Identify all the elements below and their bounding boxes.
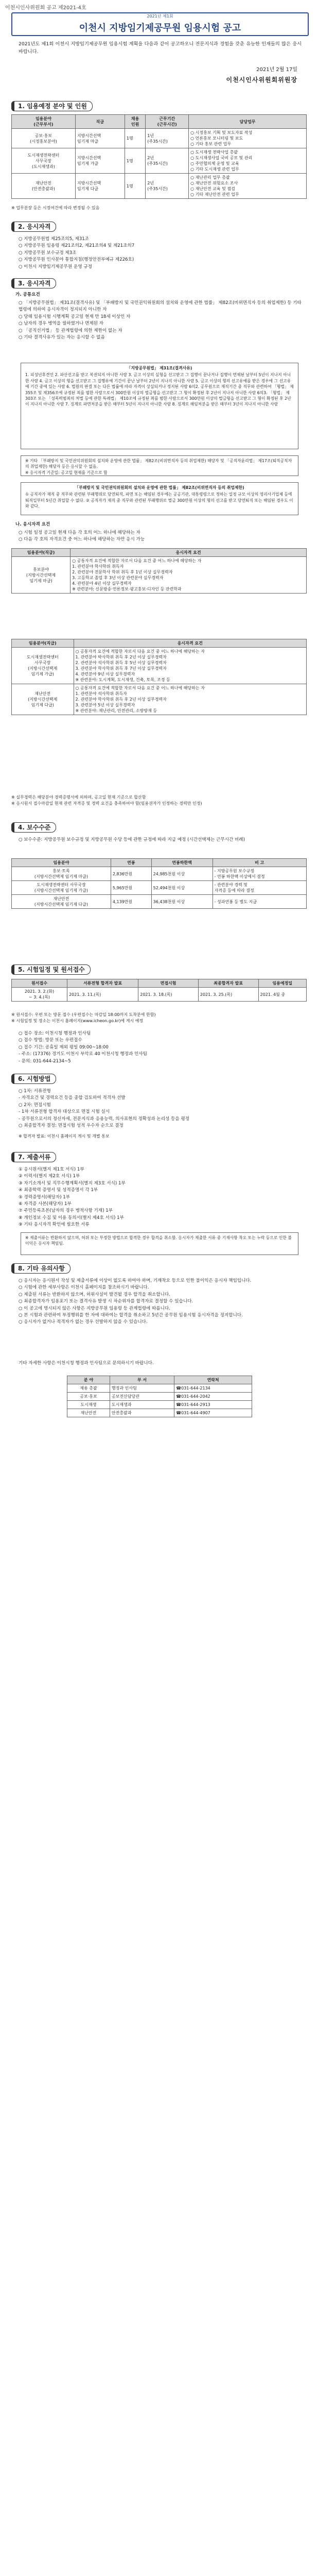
banner-subtitle: 2021년 제1회	[147, 14, 173, 19]
qualification-list	[19, 300, 307, 341]
table-row	[12, 988, 307, 1002]
table1-cell: 2년 (주35시간)	[146, 174, 189, 199]
section-2-header: 2. 응시자격	[11, 222, 56, 232]
note-line: ※ 실무경력은 해당분야 경력증명서에 의하며, 공고일 현재 기준으로 합산함	[11, 795, 146, 800]
table4-cell: 36,438천원 이상	[151, 895, 213, 909]
qualification-title: 가. 공통요건	[15, 292, 40, 297]
table1-cell: ○ 재난관리 업무 총괄 ○ 재난안전 위험요소 조사 ○ 재난안전 교육 및 점검 ○ 기타 재난안전 관련 업무	[189, 174, 307, 199]
caution-item: ○ 본 시험과 관련하여 부정행위를 한 자에 대하여는 합격을 취소하고 5년간 공무원 임용시험 응시자격을 정지합니다.	[19, 1313, 243, 1318]
table5-header-2: 면접시험	[138, 979, 199, 988]
table1-cell: 1년 (주35시간)	[146, 129, 189, 148]
exam-method-list	[19, 1088, 307, 1129]
contact-cell: ☎031-644-4907	[174, 1409, 252, 1417]
intro-paragraph: 2021년도 제1회 이천시 지방임기제공무원 임용시험 계획을 다음과 같이 공고하오니 전문지식과 경험을 갖춘 유능한 인재들의 많은 응시 바랍니다.	[19, 41, 302, 55]
section-8-header: 8. 기타 유의사항	[11, 1263, 70, 1274]
info-line: - 주소: (17376) 경기도 이천시 부악로 40 이천시청 행정과 인사팀	[19, 1052, 147, 1057]
table-row	[12, 129, 307, 148]
table4-cell: 5,965만원	[111, 881, 151, 895]
contact-cell: ☎031-644-2042	[174, 1393, 252, 1401]
table4-cell: 홍보·토목 (지방시간선택제 임기제 마급)	[12, 867, 111, 881]
section-4-header: 4. 보수수준	[11, 822, 56, 833]
table5-header-1: 서류전형 합격자 발표	[67, 979, 138, 988]
salary-table	[11, 858, 307, 909]
document-item: ⑦ 주민등록초본(남자의 경우 병적사항 기재) 1부	[19, 1208, 113, 1214]
table3-cell: ○ 공통자격 요건에 적합한 자로서 다음 요건 중 어느 하나에 해당하는 자 1. 관련분야 박사학위 취득 후 2년 이상 실무경력자 2. 관련분야 석사학위 취득 후 5년 이상 실무경력자 3. 관련분야 학사학위 취득 후 7년 이상 실무경력자 4. 관련분야 9년 이상 실무경력자 ※ 관련분야: 도시계획, 도시재생, 건축, 토목, 조경 등	[74, 648, 306, 684]
exam-item: ○ 2차: 면접시험	[19, 1102, 51, 1108]
qualification-item: ○ 남자의 경우 병역을 필하였거나 면제된 자	[19, 321, 104, 327]
table2-cell: ○ 공통자격 요건에 적합한 자로서 다음 요건 중 어느 하나에 해당하는 자 1. 관련분야 학사학위 취득자 2. 관련분야 전문학사 학위 취득 후 1년 이상 실무경력자 3. 고등학교 졸업 후 3년 이상 관련분야 실무경력자 4. 관련분야 4년 이상 실무경력자 ※ 관련분야: 신문방송·언론정보·광고홍보·디자인 등 관련학과	[70, 557, 307, 594]
document-item: ⑥ 자격증 사본(해당자) 1부	[19, 1201, 72, 1207]
page-title: 이천시 지방임기제공무원 임용시험 공고	[79, 23, 241, 33]
table4-header-0: 임용분야	[12, 859, 111, 867]
info-line: ○ 접수 장소: 이천시청 행정과 인사팀	[19, 1031, 91, 1036]
table1-cell: 1명	[125, 148, 145, 174]
requirement-list	[19, 530, 307, 544]
table1-header-4: 담당업무	[189, 115, 307, 129]
table1-header-0: 임용분야 (근무부서)	[12, 115, 76, 129]
caution-item: ○ 응시자가 없거나 적격자가 없는 경우 선발하지 않을 수 있습니다.	[19, 1319, 148, 1325]
caution-item: ○ 이 공고에 명시되지 않은 사항은 지방공무원 임용령 등 관계법령에 따릅니다.	[19, 1306, 170, 1311]
table3-header-1: 응시자격 요건	[74, 639, 306, 648]
table5-cell: 2021. 3. 18.(목)	[138, 988, 199, 1002]
info-line: ○ 접수 기간: 공휴일 제외 평일 09:00~18:00	[19, 1044, 109, 1050]
table5-header-4: 임용예정일	[258, 979, 306, 988]
issuer: 이천시인사위원회위원장	[226, 76, 297, 83]
table-row	[12, 684, 307, 715]
contact-header-2: 연락처	[174, 1376, 252, 1384]
table-row	[12, 648, 307, 684]
contact-cell: ☎031-644-2913	[174, 1401, 252, 1409]
note-box: ※ 기타 「부패방지 및 국민권익위원회의 설치와 운영에 관한 법률」 제82조(비위면직자 등의 취업제한) 해당자 및 「공직자윤리법」 제17조(퇴직공직자의 취업제한) 해당자 등은 응시할 수 없음. ※ 응시자격 기준일: 공고일 현재를 기준으로 함	[21, 455, 298, 476]
table5-cell: 2021. 3. 2.(화) ~ 3. 4.(목)	[12, 988, 67, 1002]
table4-cell: 도시재생전략센터 사무국장 (지방시간선택제 임기제 가급)	[12, 881, 111, 895]
contact-cell: 도시재생과	[110, 1401, 174, 1409]
caution-item: ○ 제출된 서류는 반환하지 않으며, 허위사실이 발견될 경우 합격을 취소합니다.	[19, 1292, 170, 1297]
requirement-item: ○ 시험 일정 공고일 현재 다음 각 호의 어느 하나에 해당하는 자	[19, 530, 140, 535]
document-item: ⑤ 경력증명서(해당자) 1부	[19, 1194, 70, 1200]
schedule-table	[11, 979, 307, 1002]
legal-item: ○ 지방공무원법 제25조의5, 제31조	[19, 236, 90, 242]
legal-basis-list	[19, 236, 307, 270]
table2-cell: 홍보분야 (지방시간선택제 임기제 마급)	[12, 557, 70, 594]
table1-cell: 1명	[125, 129, 145, 148]
exam-item: - 1차 서류전형 합격자 대상으로 면접 시험 실시	[19, 1109, 110, 1115]
note-line: ※ 원서접수: 우편 또는 방문 접수 (우편접수는 마감일 18:00까지 도착분에 한함)	[11, 1012, 156, 1017]
requirement-title: 나. 응시자격 요건	[15, 522, 50, 527]
document-number: 이천시인사위원회 공고 제2021-4호	[5, 5, 86, 11]
schedule-notes	[11, 1012, 307, 1024]
table4-cell: 52,494천원 이상	[151, 881, 213, 895]
cautions-list	[19, 1278, 307, 1326]
requirement-table-2	[11, 639, 307, 715]
table1-cell: 2년 (주35시간)	[146, 148, 189, 174]
requirement-item: ○ 다음 각 호의 자격요건 중 어느 하나에 해당하는 자만 응시 가능	[19, 537, 145, 543]
table-row	[12, 895, 307, 909]
section-6-header: 6. 시험방법	[11, 1074, 56, 1084]
table1-cell: 지방시간선택 임기제 가급	[75, 148, 125, 174]
documents-list	[19, 1166, 307, 1229]
documents-box: ※ 제출서류는 반환하지 않으며, 허위 또는 부정한 방법으로 합격한 경우 합격을 취소함. 응시자가 제출한 서류 중 기재사항 착오 또는 누락 등으로 인한 불이익은 응시자 책임임.	[21, 1232, 298, 1255]
disqualification-box: 「지방공무원법」 제31조(결격사유) 1. 피성년후견인 2. 파산선고를 받고 복권되지 아니한 사람 3. 금고 이상의 실형을 선고받고 그 집행이 끝나거나 집행이 면제된 날부터 5년이 지나지 아니한 사람 4. 금고 이상의 형을 선고받고 그 집행유예 기간이 끝난 날부터 2년이 지나지 아니한 사람 5. 금고 이상의 형의 선고유예를 받은 경우에 그 선고유예 기간 중에 있는 사람 6. 법원의 판결 또는 다른 법률에 따라 자격이 상실되거나 정지된 사람 6의2. 공무원으로 재직기간 중 직무와 관련하여 「형법」 제355조 및 제356조에 규정된 죄를 범한 사람으로서 300만원 이상의 벌금형을 선고받고 그 형이 확정된 후 2년이 지나지 아니한 사람 6의3. 「형법」 제303조 또는 「성폭력범죄의 처벌 등에 관한 특례법」 제10조에 규정된 죄를 범한 사람으로서 300만원 이상의 벌금형을 선고받고 그 형이 확정된 후 2년이 지나지 아니한 사람 7. 징계로 파면처분을 받은 때부터 5년이 지나지 아니한 사람 8. 징계로 해임처분을 받은 때부터 3년이 지나지 아니한 사람	[21, 363, 298, 449]
table4-cell: 4,139만원	[111, 895, 151, 909]
table1-cell: ○ 도시재생 전략사업 총괄 ○ 도시재생사업 국비 공모 및 관리 ○ 주민협의체 운영 및 교육 ○ 기타 도시재생 관련 업무	[189, 148, 307, 174]
document-item: ② 이력서(별지 제2호 서식) 1부	[19, 1174, 80, 1179]
table1-note: ※ 업무분장 등은 시정여건에 따라 변경될 수 있음	[11, 206, 100, 210]
caution-item: ○ 시험에 관한 세부사항은 이천시 홈페이지를 참조하시기 바랍니다.	[19, 1285, 149, 1291]
table1-cell: 도시재생전략센터 사무국장 (도시재생과)	[12, 148, 76, 174]
document-item: ① 응시원서(별지 제1호 서식) 1부	[19, 1167, 84, 1172]
table-row	[12, 867, 307, 881]
qualification-item: ○ 기타 결격사유가 있는 자는 응시할 수 없음	[19, 335, 105, 341]
table4-cell: 2,836만원	[111, 867, 151, 881]
contact-cell: 채용 총괄	[67, 1384, 110, 1393]
table3-cell: 재난안전 (지방시간선택제 임기제 다급)	[12, 684, 74, 715]
legal-item: ○ 지방공무원 임용령 제21조의2, 제21조의4 및 제21조의7	[19, 243, 135, 249]
exam-item: ○ 최종합격자 결정: 면접시험 성적 우수자 순으로 결정	[19, 1123, 123, 1129]
table2-header-1: 응시자격 요건	[70, 549, 307, 557]
table-row	[67, 1401, 252, 1409]
requirement-notes	[11, 794, 307, 807]
application-info	[19, 1030, 307, 1065]
table3-header-0: 임용분야(직급)	[12, 639, 74, 648]
table4-cell: 재난안전 (지방시간선택제 임기제 다급)	[12, 895, 111, 909]
table5-header-3: 최종합격자 발표	[198, 979, 258, 988]
table1-header-1: 직급	[75, 115, 125, 129]
salary-note: ○ 보수수준: 지방공무원 보수규정 및 지방공무원 수당 등에 관한 규정에 따라 지급 예정 (시간선택제는 근무시간 비례)	[19, 837, 245, 842]
document-item: ⑧ 개인정보 수집 및 이용 동의서(별지 제4호 서식) 1부	[19, 1215, 124, 1221]
table-row	[12, 174, 307, 199]
contact-cell: 행정과 인사팀	[110, 1384, 174, 1393]
closing-text: 기타 자세한 사항은 이천시청 행정과 인사팀으로 문의하시기 바랍니다.	[19, 1361, 154, 1366]
recruitment-table	[11, 114, 307, 199]
table-row	[12, 881, 307, 895]
exam-item: - 공무원으로서의 정신자세, 전문지식과 응용능력, 의사표현의 정확성과 논리성 등을 평정	[19, 1116, 190, 1122]
table5-cell: 2021. 3. 11.(목)	[67, 988, 138, 1002]
legal-item: ○ 지방공무원 보수규정 제3조	[19, 250, 77, 256]
announcement-date: 2021년 2월 17일	[256, 67, 297, 73]
table1-cell: 지방시간선택 임기제 마급	[75, 129, 125, 148]
contact-header-0: 분 야	[67, 1376, 110, 1384]
table1-cell: 1명	[125, 174, 145, 199]
table4-header-3: 비 고	[213, 859, 307, 867]
table4-cell: - 지방공무원 보수규정 - 연봉 하한액 이상에서 결정	[213, 867, 307, 881]
caution-item: ○ 응시자는 응시원서 작성 및 제출서류에 이상이 없도록 하여야 하며, 기재착오 등으로 인한 불이익은 응시자 책임입니다.	[19, 1278, 252, 1283]
qualification-item: ○ 「공직선거법」 등 관계법령에 의한 제한이 없는 자	[19, 328, 122, 333]
section-3-header: 3. 응시자격	[11, 278, 56, 289]
info-line: - 문의: 031-644-2134~5	[19, 1058, 71, 1064]
legal-item: ○ 지방공무원 인사분야 통합지침(행정안전부예규 제226호)	[19, 257, 134, 263]
table-row	[67, 1409, 252, 1417]
table1-header-2: 채용 인원	[125, 115, 145, 129]
table3-cell: ○ 공통자격 요건에 적합한 자로서 다음 요건 중 어느 하나에 해당하는 자 1. 관련분야 석사학위 취득자 2. 관련분야 학사학위 취득 후 2년 이상 실무경력자 3. 관련분야 5년 이상 실무경력자 ※ 관련분야: 재난관리, 안전관리, 소방방재 등	[74, 684, 306, 715]
table-row	[67, 1384, 252, 1393]
note-line: ※ 시험일정 및 장소는 이천시 홈페이지(www.icheon.go.kr)에 게시 예정	[11, 1019, 144, 1023]
table1-cell: 재난안전 (안전총괄과)	[12, 174, 76, 199]
contact-cell: 공보·홍보	[67, 1393, 110, 1401]
section-7-header: 7. 제출서류	[11, 1152, 56, 1162]
document-item: ⑨ 기타 응시자격 확인에 필요한 서류	[19, 1222, 90, 1228]
caution-item: ○ 최종합격자가 임용포기 또는 결격사유 발생 시 차순위자를 합격자로 결정할 수 있습니다.	[19, 1299, 193, 1304]
exam-item: ○ 1차: 서류전형	[19, 1089, 51, 1094]
table1-cell: ○ 시정홍보 기획 및 보도자료 작성 ○ 언론홍보 모니터링 및 보도 ○ 기타 홍보 관련 업무	[189, 129, 307, 148]
table-row	[12, 557, 307, 594]
requirement-table-1	[11, 548, 307, 594]
anti-corruption-box: 「부패방지 및 국민권익위원회의 설치와 운영에 관한 법률」 제82조(비위면직자 등의 취업제한) ① 공직자가 재직 중 직무와 관련된 부패행위로 당연퇴직, 파면 또는 해임된 경우에는 공공기관, 대통령령으로 정하는 일정 규모 이상의 영리사기업체 등에 퇴직일부터 5년간 취업할 수 없다. ② 공직자가 재직 중 직무와 관련된 부패행위로 벌금 300만원 이상의 형의 선고를 받고 당연퇴직 또는 해임된 경우도 이와 같다.	[21, 482, 298, 515]
note-line: ※ 응시원서 접수마감일 현재 관련 자격증 및 경력 요건을 충족하여야 함(임용권자가 인정하는 경력만 인정)	[11, 801, 202, 806]
table-row	[12, 148, 307, 174]
contact-cell: 공보전산담당관	[110, 1393, 174, 1401]
table4-header-2: 연봉하한액	[151, 859, 213, 867]
table3-cell: 도시재생전략센터 사무국장 (지방시간선택제 임기제 가급)	[12, 648, 74, 684]
table5-cell: 2021. 4월 중	[258, 988, 306, 1002]
info-line: ○ 접수 방법: 방문 또는 우편접수	[19, 1038, 82, 1043]
contact-cell: 재난안전	[67, 1409, 110, 1417]
document-item: ③ 자기소개서 및 직무수행계획서(별지 제3호 서식) 1부	[19, 1180, 126, 1186]
contact-cell: 도시재생	[67, 1401, 110, 1409]
document-item: ④ 최종학력 증명서 및 성적증명서 각 1부	[19, 1188, 98, 1193]
table5-header-0: 원서접수	[12, 979, 67, 988]
table4-header-1: 연봉	[111, 859, 151, 867]
exam-note: ※ 합격자 발표: 이천시 홈페이지 게시 및 개별 통보	[19, 1134, 110, 1139]
table1-cell: 공보·홍보 (시정홍보분야)	[12, 129, 76, 148]
qualification-item: ○ 당해 임용시험 시행계획 공고일 현재 만 18세 이상인 자	[19, 314, 131, 319]
legal-item: ○ 이천시 지방임기제공무원 운영 규정	[19, 264, 92, 269]
table4-cell: - 성과연봉 등 별도 지급	[213, 895, 307, 909]
table4-cell: - 관련분야 경력 및 자격증 등에 따라 결정	[213, 881, 307, 895]
contact-cell: ☎031-644-2134	[174, 1384, 252, 1393]
contact-header-1: 부 서	[110, 1376, 174, 1384]
contact-table	[67, 1376, 252, 1417]
table-row	[67, 1393, 252, 1401]
section-1-header: 1. 임용예정 분야 및 인원	[11, 101, 93, 111]
title-banner	[11, 12, 309, 36]
table1-cell: 지방시간선택 임기제 다급	[75, 174, 125, 199]
table4-cell: 24,985천원 이상	[151, 867, 213, 881]
contact-cell: 안전총괄과	[110, 1409, 174, 1417]
table5-cell: 2021. 3. 25.(목)	[198, 988, 258, 1002]
qualification-item: ○ 「지방공무원법」 제31조(결격사유) 및 「부패방지 및 국민권익위원회의 설치와 운영에 관한 법률」 제82조(비위면직자 등의 취업제한) 등 기타 법령에 의하여 응시자격이 정지되지 아니한 자	[19, 300, 302, 313]
table2-header-0: 임용분야(직급)	[12, 549, 70, 557]
table1-header-3: 근무기간 (근무시간)	[146, 115, 189, 129]
section-5-header: 5. 시험일정 및 원서접수	[11, 964, 91, 975]
exam-item: - 자격요건 및 경력요건 등을 종합 검토하여 적격자 선발	[19, 1095, 126, 1101]
